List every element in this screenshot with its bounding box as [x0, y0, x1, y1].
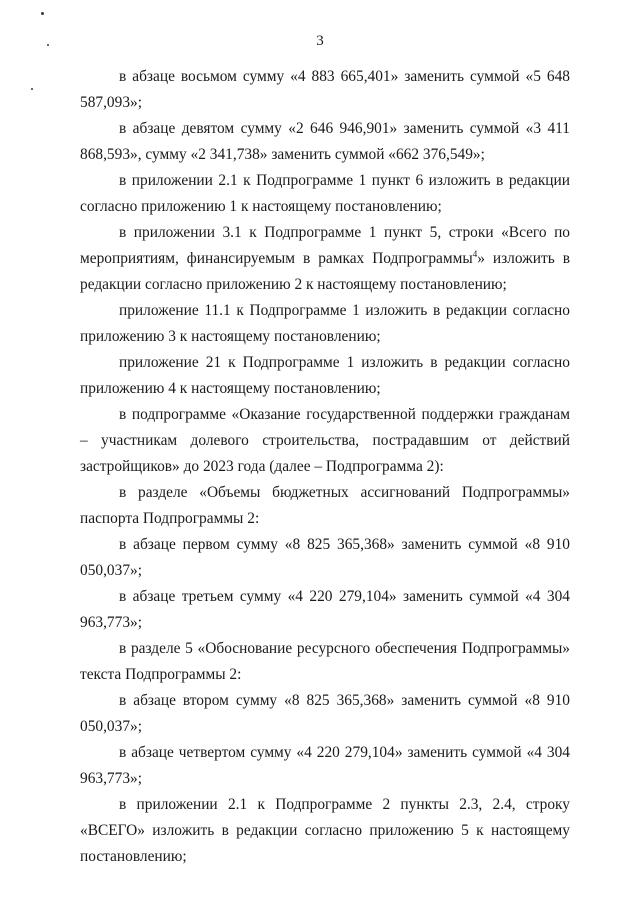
scan-speck	[41, 12, 44, 15]
paragraph-5: приложение 11.1 к Подпрограмме 1 изложить в редакции согласно приложению 3 к настоящему постановлению;	[80, 302, 570, 345]
paragraph-4-text-after: » изложить в редакции согласно приложению 2 к настоящему постановлению;	[80, 250, 570, 293]
document-body	[80, 64, 570, 870]
paragraph-2: в абзаце девятом сумму «2 646 946,901» заменить суммой «3 411 868,593», сумму «2 341,738» заменить суммой «662 376,549»;	[80, 120, 570, 163]
paragraph-3: в приложении 2.1 к Подпрограмме 1 пункт 6 изложить в редакции согласно приложению 1 к настоящему постановлению;	[80, 172, 570, 215]
paragraph-8: в разделе «Объемы бюджетных ассигнований Подпрограммы» паспорта Подпрограммы 2:	[80, 484, 570, 527]
paragraph-6: приложение 21 к Подпрограмме 1 изложить в редакции согласно приложению 4 к настоящему постановлению;	[80, 354, 570, 397]
paragraph-1: в абзаце восьмом сумму «4 883 665,401» заменить суммой «5 648 587,093»;	[80, 68, 570, 111]
paragraph-4-text-before: в приложении 3.1 к Подпрограмме 1 пункт 5, строки «Всего по мероприятиям, финансируемым в рамках Подпрограммы	[80, 224, 570, 267]
paragraph-13: в абзаце четвертом сумму «4 220 279,104» заменить суммой «4 304 963,773»;	[80, 744, 570, 787]
scan-speck	[31, 88, 33, 90]
page-number: 3	[316, 33, 324, 49]
paragraph-7: в подпрограмме «Оказание государственной поддержки гражданам – участникам долевого строительства, пострадавшим от действий застройщиков» до 2023 года (далее – Подпрограмма 2):	[80, 406, 570, 475]
paragraph-4	[80, 220, 570, 298]
paragraph-12: в абзаце втором сумму «8 825 365,368» заменить суммой «8 910 050,037»;	[80, 692, 570, 735]
paragraph-10: в абзаце третьем сумму «4 220 279,104» заменить суммой «4 304 963,773»;	[80, 588, 570, 631]
paragraph-11: в разделе 5 «Обоснование ресурсного обеспечения Подпрограммы» текста Подпрограммы 2:	[80, 640, 570, 683]
paragraph-14: в приложении 2.1 к Подпрограмме 2 пункты 2.3, 2.4, строку «ВСЕГО» изложить в редакции согласно приложению 5 к настоящему постановлению;	[80, 796, 570, 865]
footnote-mark: 4	[472, 248, 478, 259]
paragraph-9: в абзаце первом сумму «8 825 365,368» заменить суммой «8 910 050,037»;	[80, 536, 570, 579]
